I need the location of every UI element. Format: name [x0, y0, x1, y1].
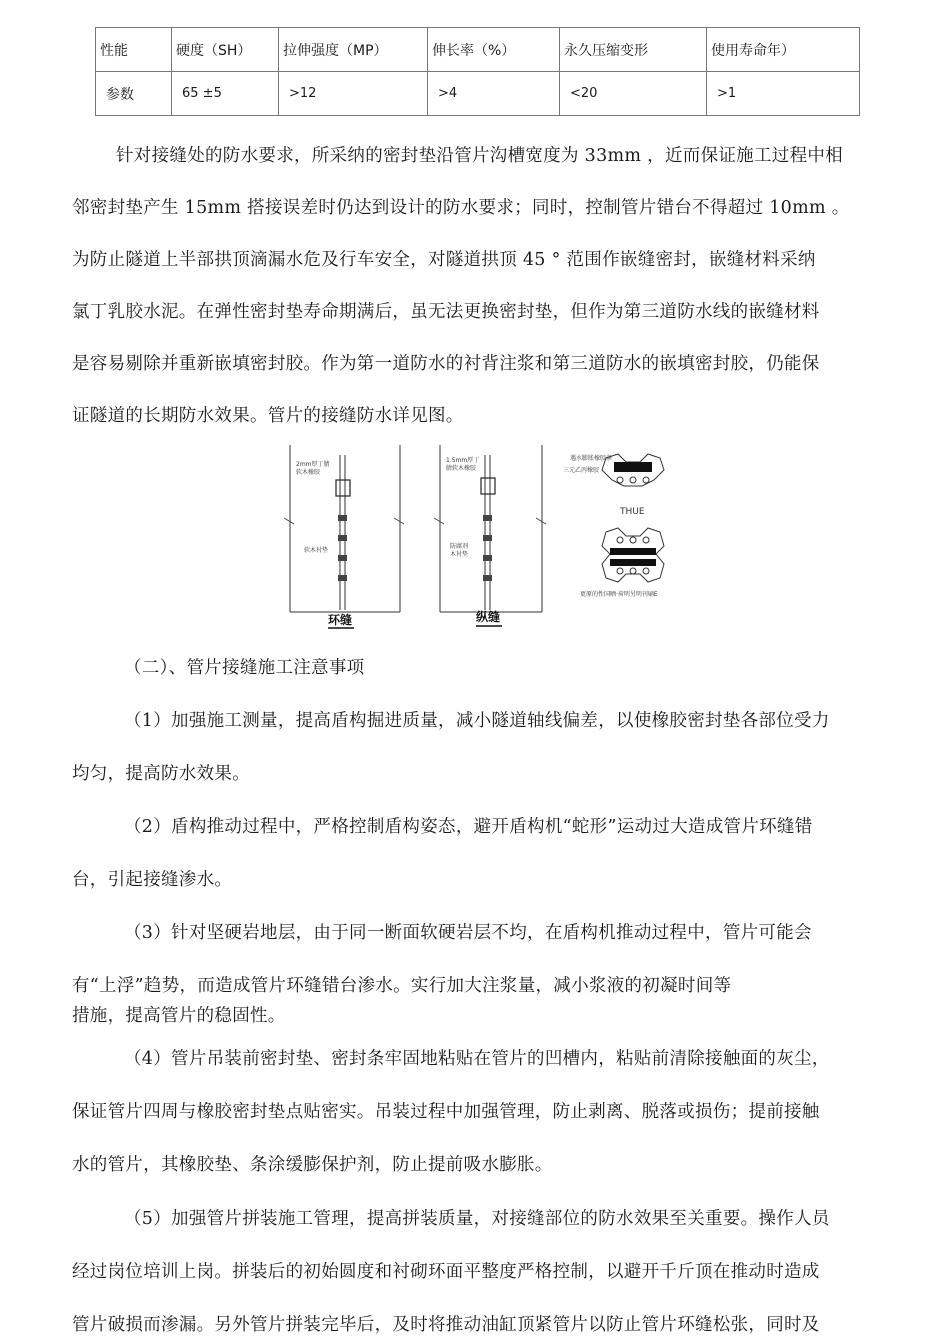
- text-line: （4）管片吊装前密封垫、密封条牢固地粘贴在管片的凹槽内，粘贴前清除接触面的灰尘，: [124, 1049, 830, 1069]
- section-caption: 更原的性国晒·荷明另明刊刷E: [580, 591, 658, 598]
- section-caption: THUE: [620, 507, 645, 517]
- text-line: （1）加强施工测量，提高盾构掘进质量，减小隧道轴线偏差，以使橡胶密封垫各部位受力: [124, 711, 830, 731]
- table-header-cell: 性能: [96, 28, 172, 72]
- longitudinal-joint-drawing: [434, 445, 546, 626]
- text-line: （3）针对坚硬岩地层，由于同一断面软硬岩层不均，在盾构机推动过程中，管片可能会: [124, 923, 812, 943]
- table-header-cell: 使用寿命年）: [707, 28, 860, 72]
- text-line: 是容易剔除并重新嵌填密封胶。作为第一道防水的衬背注浆和第三道防水的嵌填密封胶，仍能保: [72, 354, 820, 374]
- longitudinal-joint-label: 纵缝: [476, 610, 501, 624]
- note-text: 遇水膨胀橡胶条: [570, 455, 613, 462]
- table-cell: >4: [428, 72, 560, 116]
- text-line: 台，引起接缝渗水。: [72, 870, 233, 890]
- joint-waterproofing-figure: [270, 440, 690, 635]
- table-header-cell: 硬度（SH）: [172, 28, 279, 72]
- table-cell: >1: [707, 72, 860, 116]
- text-line: 均匀，提高防水效果。: [72, 764, 250, 784]
- text-line: （5）加强管片拼装施工管理，提高拼装质量，对接缝部位的防水效果至关重要。操作人员: [124, 1209, 830, 1229]
- gasket-section-drawing: [563, 454, 664, 598]
- table-cell: 参数: [96, 72, 172, 116]
- joint-diagram: [270, 440, 690, 635]
- properties-table: [95, 27, 860, 116]
- text-line: 针对接缝处的防水要求，所采纳的密封垫沿管片沟槽宽度为 33mm ，近而保证施工过程中相: [116, 146, 843, 166]
- text-line: 管片破损而渗漏。另外管片拼装完毕后，及时将推动油缸顶紧管片以防止管片环缝松张，同时及: [72, 1315, 820, 1335]
- text-line: 措施，提高管片的稳固性。: [72, 1006, 286, 1026]
- text-line: 为防止隧道上半部拱顶滴漏水危及行车安全，对隧道拱顶 45 ° 范围作嵌缝密封，嵌缝材料采纳: [72, 250, 816, 270]
- note-text: 三元乙丙橡胶: [563, 467, 600, 474]
- table-header-row: [96, 28, 860, 72]
- text-line: 经过岗位培训上岗。拼装后的初始圆度和衬砌环面平整度严格控制，以避开千斤顶在推动时造成: [72, 1262, 820, 1282]
- text-line: 水的管片，其橡胶垫、条涂缓膨保护剂，防止提前吸水膨胀。: [72, 1155, 553, 1175]
- table-cell: >12: [279, 72, 428, 116]
- table-cell: 65 ±5: [172, 72, 279, 116]
- note-text: 软木橡胶: [296, 469, 321, 476]
- note-text: 2mm厚丁腈: [296, 461, 330, 468]
- note-text: 腈软木橡胶: [446, 465, 477, 472]
- text-line: （2）盾构推动过程中，严格控制盾构姿态，避开盾构机“蛇形”运动过大造成管片环缝错: [124, 817, 813, 837]
- text-line: 氯丁乳胶水泥。在弹性密封垫寿命期满后，虽无法更换密封垫，但作为第三道防水线的嵌缝材料: [72, 302, 820, 322]
- table-header-cell: 永久压缩变形: [560, 28, 707, 72]
- note-text: 木衬垫: [450, 551, 469, 558]
- section-title: （二）、管片接缝施工注意事项: [124, 658, 365, 678]
- table-header-cell: 拉伸强度（MP）: [279, 28, 428, 72]
- table-header-cell: 伸长率（%）: [428, 28, 560, 72]
- text-line: 邻密封垫产生 15mm 搭接误差时仍达到设计的防水要求；同时，控制管片错台不得超过 10mm 。: [72, 198, 850, 218]
- note-text: 防腐剂: [450, 543, 469, 550]
- note-text: 软木衬垫: [304, 547, 329, 554]
- text-line: 证隧道的长期防水效果。管片的接缝防水详见图。: [72, 406, 464, 426]
- text-line: 保证管片四周与橡胶密封垫点贴密实。吊装过程中加强管理，防止剥离、脱落或损伤；提前接触: [72, 1102, 820, 1122]
- table-cell: <20: [560, 72, 707, 116]
- note-text: 1.5mm厚丁: [446, 457, 480, 464]
- ring-joint-drawing: [284, 445, 404, 628]
- table-row: [96, 72, 860, 116]
- ring-joint-label: 环缝: [328, 613, 353, 627]
- text-line: 有“上浮”趋势，而造成管片环缝错台渗水。实行加大注浆量，减小浆液的初凝时间等: [72, 976, 732, 996]
